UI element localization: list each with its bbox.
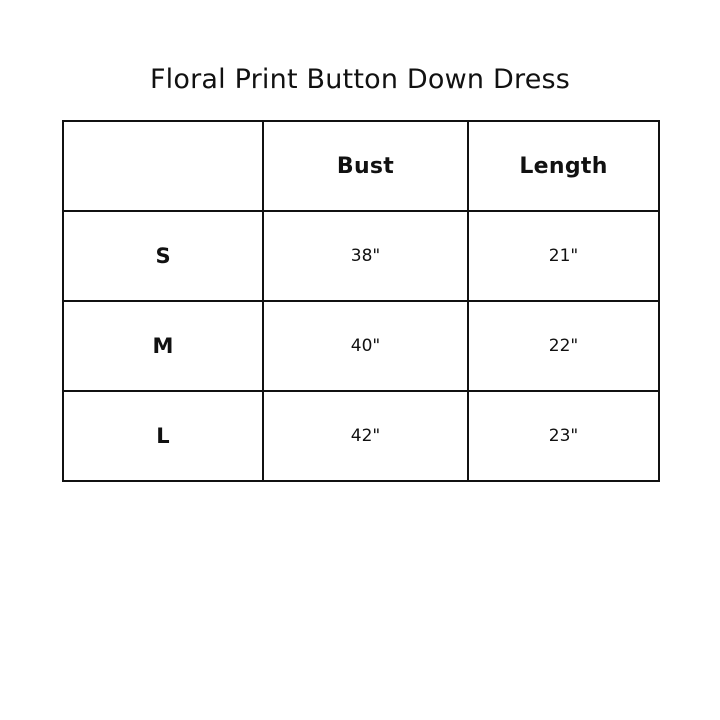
size-label: M [63, 301, 263, 391]
table-header [63, 121, 659, 211]
size-label: L [63, 391, 263, 481]
table-header-row [63, 121, 659, 211]
table-corner-cell [63, 121, 263, 211]
length-value: 22" [468, 301, 659, 391]
size-label: S [63, 211, 263, 301]
table-row [63, 391, 659, 481]
column-header-length: Length [468, 121, 659, 211]
page-title: Floral Print Button Down Dress [149, 64, 571, 95]
bust-value: 38" [263, 211, 468, 301]
length-value: 23" [468, 391, 659, 481]
size-chart-table [62, 120, 660, 482]
table-row [63, 301, 659, 391]
length-value: 21" [468, 211, 659, 301]
column-header-bust: Bust [263, 121, 468, 211]
table-body [63, 211, 659, 481]
size-chart-container [62, 120, 658, 482]
bust-value: 40" [263, 301, 468, 391]
bust-value: 42" [263, 391, 468, 481]
table-row [63, 211, 659, 301]
